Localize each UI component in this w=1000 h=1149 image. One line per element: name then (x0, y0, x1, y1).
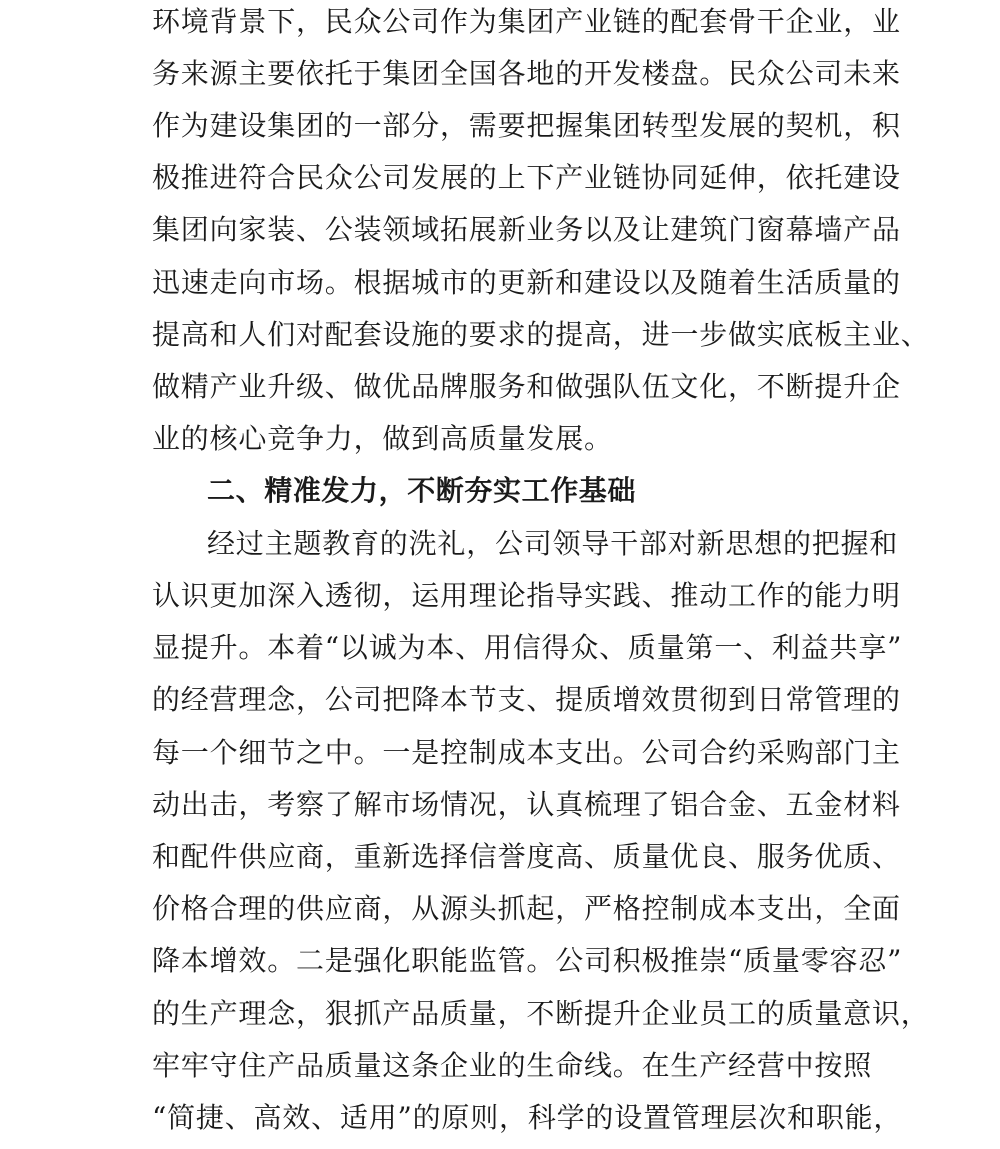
body-text-line: 集团向家装、公装领域拓展新业务以及让建筑门窗幕墙产品 (152, 213, 901, 246)
body-text-line: 显提升。本着“以诚为本、用信得众、质量第一、利益共享” (152, 631, 903, 664)
body-text-line: 的经营理念，公司把降本节支、提质增效贯彻到日常管理的 (152, 683, 901, 716)
body-text-line: 作为建设集团的一部分，需要把握集团转型发展的契机，积 (152, 109, 901, 142)
body-text-line: 迅速走向市场。根据城市的更新和建设以及随着生活质量的 (152, 266, 901, 299)
body-text-line: 环境背景下，民众公司作为集团产业链的配套骨干企业，业 (152, 5, 901, 38)
body-text-line: 的生产理念，狠抓产品质量，不断提升企业员工的质量意识， (152, 997, 930, 1030)
body-text-line: 动出击，考察了解市场情况，认真梳理了铝合金、五金材料 (152, 788, 901, 821)
body-text-line: 降本增效。二是强化职能监管。公司积极推崇“质量零容忍” (152, 944, 903, 977)
body-text-line: “简捷、高效、适用”的原则，科学的设置管理层次和职能， (152, 1101, 903, 1134)
paragraph-first-line: 经过主题教育的洗礼，公司领导干部对新思想的把握和 (207, 527, 899, 560)
body-text-line: 价格合理的供应商，从源头抓起，严格控制成本支出，全面 (152, 892, 901, 925)
body-text-line: 提高和人们对配套设施的要求的提高，进一步做实底板主业、 (152, 318, 930, 351)
body-text-line: 业的核心竞争力，做到高质量发展。 (152, 422, 613, 455)
body-text-line: 牢牢守住产品质量这条企业的生命线。在生产经营中按照 (152, 1049, 873, 1082)
body-text-line: 认识更加深入透彻，运用理论指导实践、推动工作的能力明 (152, 579, 901, 612)
body-text-line: 务来源主要依托于集团全国各地的开发楼盘。民众公司未来 (152, 57, 901, 90)
body-text-line: 和配件供应商，重新选择信誉度高、质量优良、服务优质、 (152, 840, 901, 873)
body-text-line: 做精产业升级、做优品牌服务和做强队伍文化，不断提升企 (152, 370, 901, 403)
body-text-line: 每一个细节之中。一是控制成本支出。公司合约采购部门主 (152, 736, 901, 769)
section-heading: 二、精准发力，不断夯实工作基础 (207, 474, 637, 507)
body-text-line: 极推进符合民众公司发展的上下产业链协同延伸，依托建设 (152, 161, 901, 194)
